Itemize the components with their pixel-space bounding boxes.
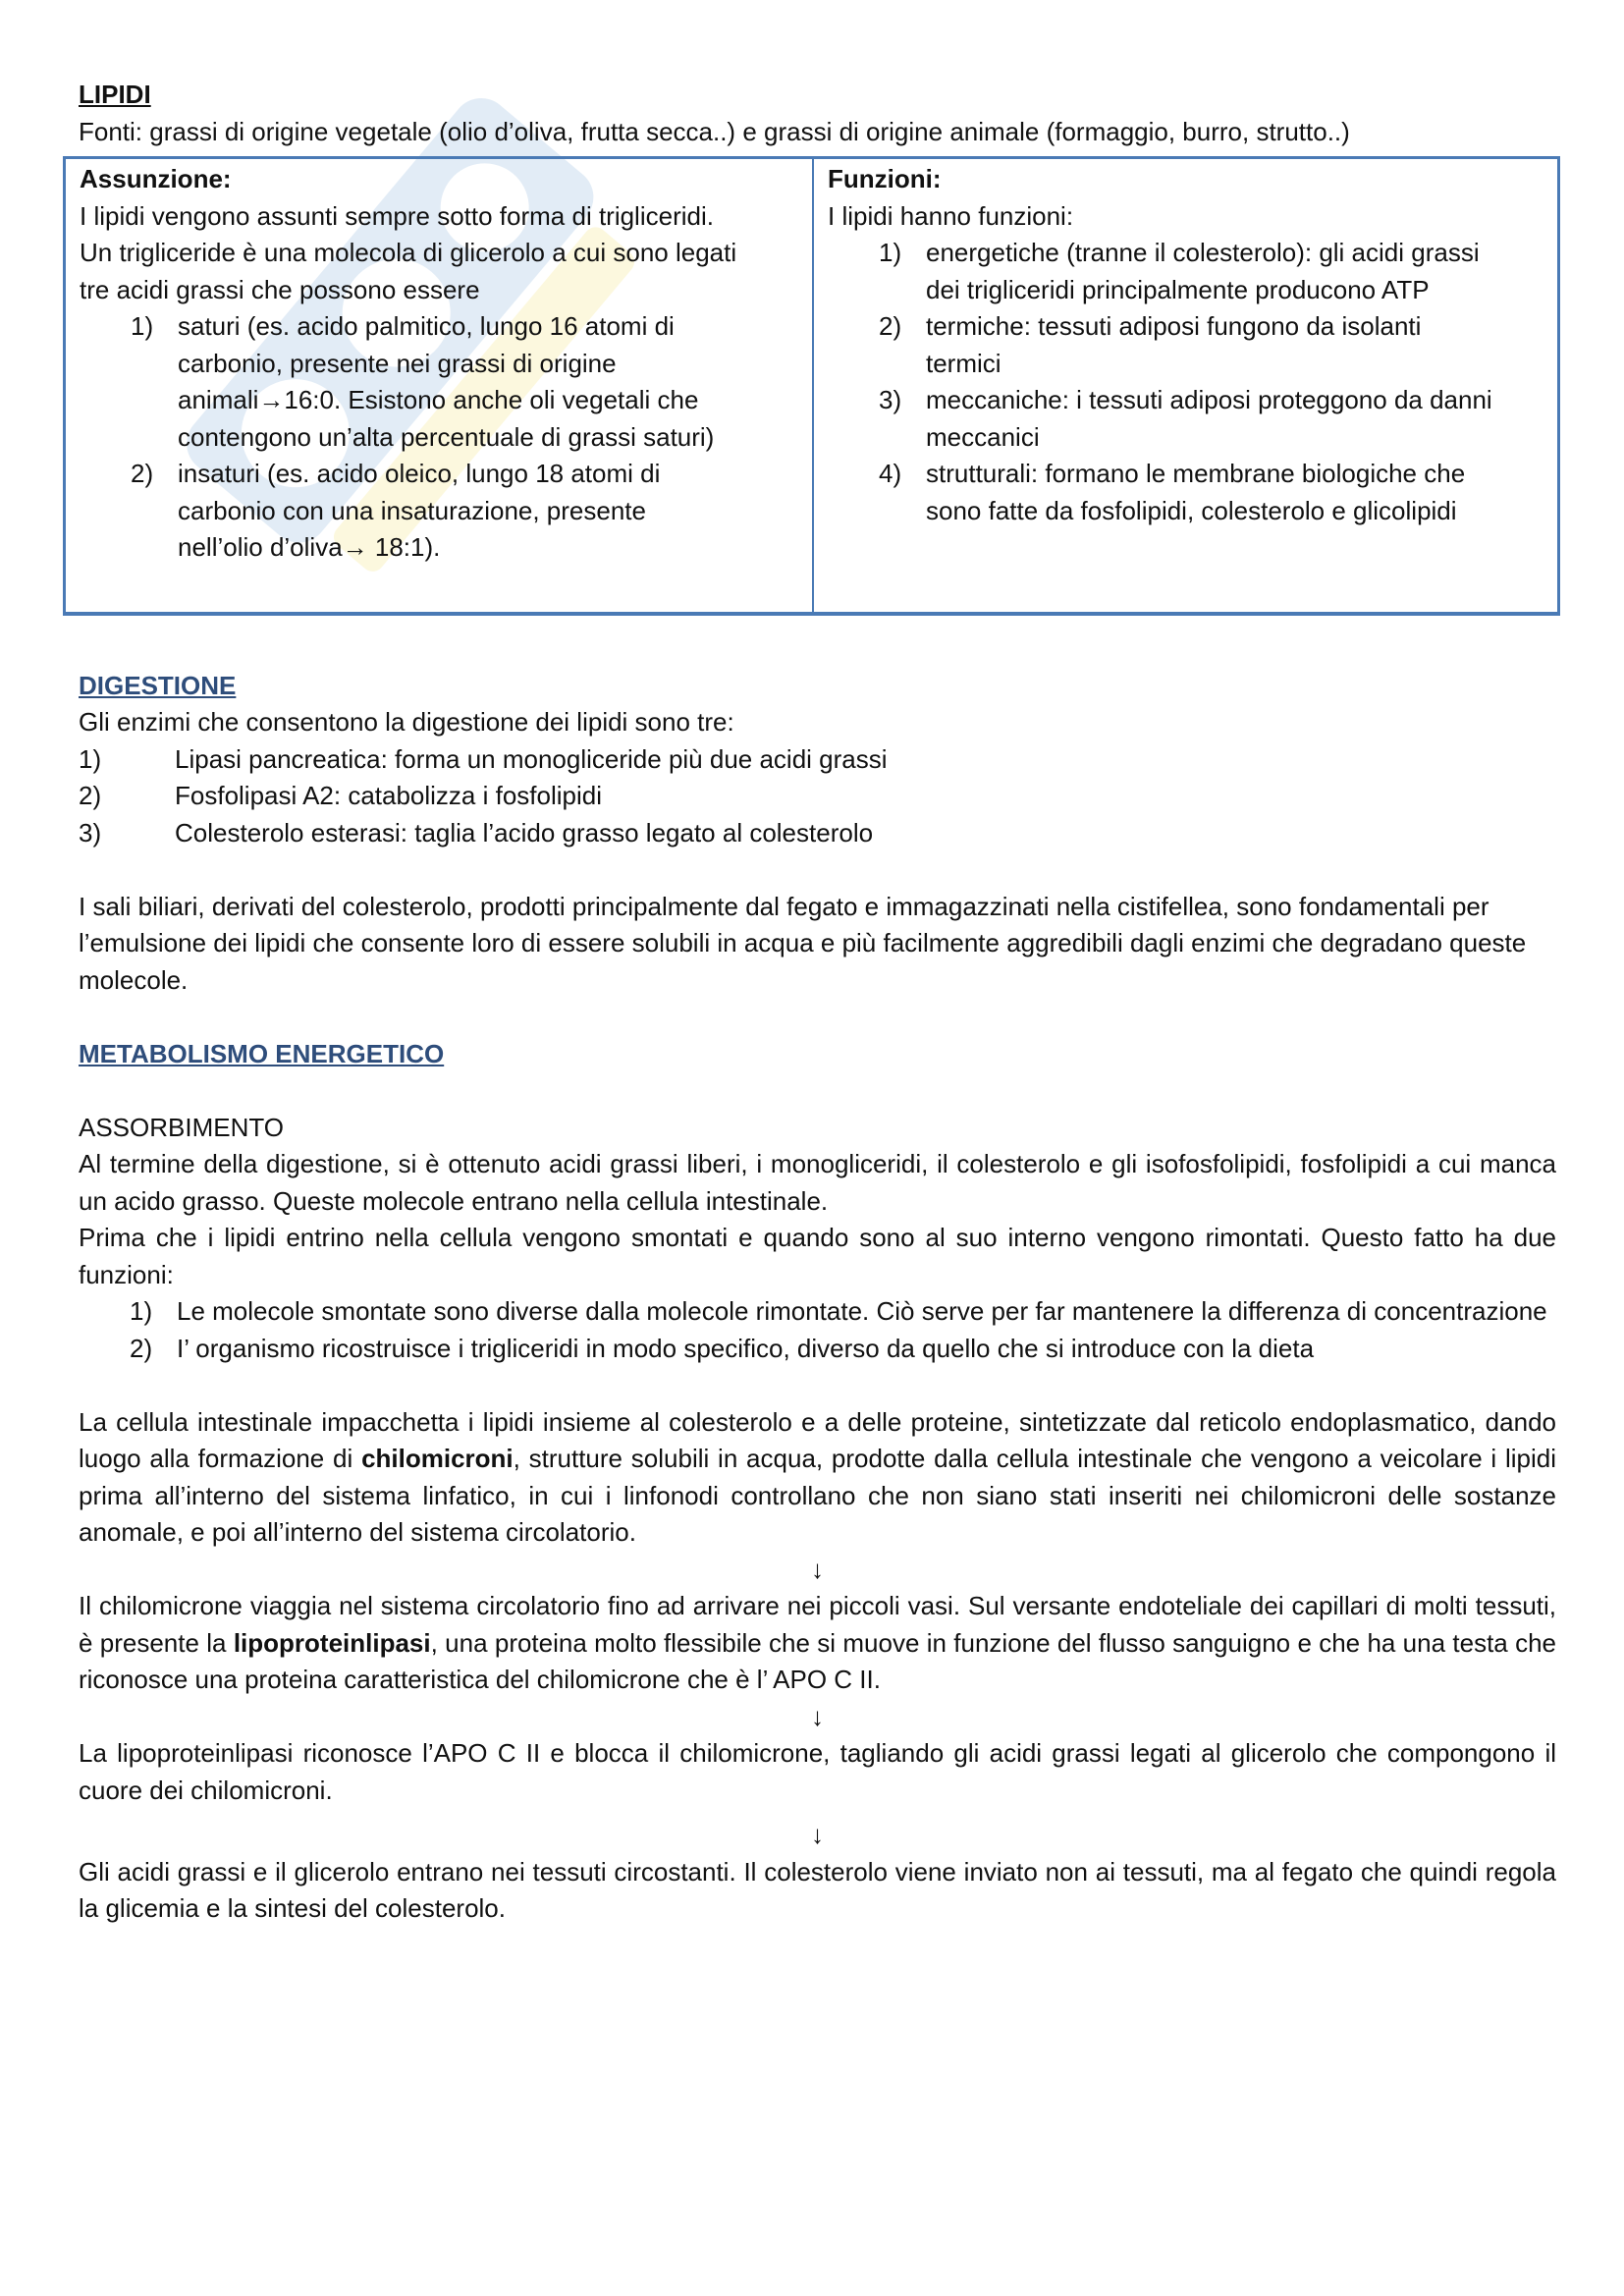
bold-term-lipoproteinlipasi: lipoproteinlipasi [233,1627,431,1658]
list-item [828,456,1545,529]
subheading-assorbimento: ASSORBIMENTO [79,1112,285,1142]
list-item [828,308,1545,382]
list-item [79,1331,1556,1368]
item-line: contengono un’alta percentuale di grassi saturi) [178,421,715,452]
down-arrow-icon: ↓ [811,1554,824,1584]
list-item [79,1293,1556,1331]
item-text: Fosfolipasi A2: catabolizza i fosfolipidi [175,781,603,810]
bold-term-chilomicroni: chilomicroni [361,1444,514,1473]
assunzione-column [66,159,814,612]
item-line: strutturali: formano le membrane biologiche che [926,459,1466,488]
assorbimento-paragraph-2: Prima che i lipidi entrino nella cellula vengono smontati e quando sono al suo interno vengono rimontati. Questo fatto ha due funzioni: [79,1223,1556,1289]
digestione-list [79,741,1556,852]
text-span: Il chilomicrone viaggia nel sistema circolatorio fino ad arrivare nei piccoli vasi. Sul versante endoteliale dei capillari di molti tessuti, è presente la [79,1591,1556,1658]
down-arrow-icon: ↓ [811,1820,824,1849]
item-number: 1) [131,311,154,341]
sali-biliari-paragraph: I sali biliari, derivati del colesterolo, prodotti principalmente dal fegato e immagazzinati nella cistifellea, sono fondamentali per l’emulsione dei lipidi che consente loro di essere solubili in acqua e più facilmente aggredibili dagli enzimi che degradano queste molecole. [79,891,1527,995]
list-item [80,456,800,567]
item-number: 1) [879,238,902,267]
list-item [79,778,1556,815]
assorbimento-paragraph-1: Al termine della digestione, si è ottenuto acidi grassi liberi, i monogliceridi, il colesterolo e gli isofosfolipidi, fosfolipidi a cui manca un acido grasso. Queste molecole entrano nella cellula intestinale. [79,1149,1556,1216]
heading-metabolismo: METABOLISMO ENERGETICO [79,1038,445,1068]
funzioni-intro: I lipidi hanno funzioni: [828,200,1074,231]
item-line: termici [926,348,1001,378]
digestione-intro: Gli enzimi che consentono la digestione dei lipidi sono tre: [79,707,734,737]
assunzione-title: Assunzione: [80,164,232,193]
item-number: 2) [879,311,902,341]
item-text: Le molecole smontate sono diverse dalla molecole rimontate. Ciò serve per far mantenere la differenza di concentrazione [177,1296,1547,1326]
item-number: 1) [130,1296,153,1326]
item-line: meccanici [926,421,1040,452]
assunzione-intro-line: tre acidi grassi che possono essere [80,274,480,304]
text-span: , una proteina molto flessibile che si muove in funzione del flusso sanguigno e che ha una testa che riconosce una proteina caratteristica del chilomicrone che è l’ APO C II. [79,1627,1556,1694]
list-item [828,382,1545,456]
item-number: 1) [79,743,102,774]
item-line: sono fatte da fosfolipidi, colesterolo e glicolipidi [926,495,1457,525]
funzioni-list [828,235,1545,529]
item-text: Lipasi pancreatica: forma un monogliceride più due acidi grassi [175,743,888,774]
item-line: meccaniche: i tessuti adiposi proteggono da danni [926,385,1492,414]
lipoproteinlipasi-paragraph [79,1588,1556,1699]
assorbimento-list [79,1293,1556,1367]
heading-digestione: DIGESTIONE [79,670,237,700]
item-line: termiche: tessuti adiposi fungono da isolanti [926,311,1422,341]
chilomicroni-paragraph [79,1404,1556,1552]
item-line: animali→16:0. Esistono anche oli vegetali che [178,385,699,414]
item-line: saturi (es. acido palmitico, lungo 16 atomi di [178,311,675,341]
text-span: La cellula intestinale impacchetta i lipidi insieme al colesterolo e a delle proteine, sintetizzate dal reticolo endoplasmatico, dando luogo alla formazione di [79,1406,1556,1473]
text-span: , strutture solubili in acqua, prodotte dalla cellula intestinale che vengono a veicolare i lipidi prima all’interno del sistema linfatico, in cui i linfonodi controllano che non siano stati inseriti nei chilomicroni delle sostanze anomale, e poi all’interno del sistema circolatorio. [79,1444,1557,1547]
item-line: energetiche (tranne il colesterolo): gli acidi grassi [926,238,1480,267]
assunzione-list [80,308,800,567]
apo-paragraph: La lipoproteinlipasi riconosce l’APO C II e blocca il chilomicrone, tagliando gli acidi grassi legati al glicerolo che compongono il cuore dei chilomicroni. [79,1738,1556,1805]
assunzione-intro-line: Un trigliceride è una molecola di glicerolo a cui sono legati [80,238,737,267]
list-item [79,741,1556,779]
assunzione-intro-line: I lipidi vengono assunti sempre sotto forma di trigliceridi. [80,200,714,231]
item-line: carbonio, presente nei grassi di origine [178,348,617,378]
list-item [828,235,1545,308]
item-number: 3) [879,385,902,414]
item-number: 2) [79,781,102,810]
item-text: Colesterolo esterasi: taglia l’acido grasso legato al colesterolo [175,817,874,847]
info-table [63,156,1560,616]
item-line: insaturi (es. acido oleico, lungo 18 atomi di [178,459,661,488]
item-line: dei trigliceridi principalmente producono ATP [926,274,1430,304]
document-page [79,77,1556,1928]
list-item [79,815,1556,852]
title-lipidi: LIPIDI [79,80,151,109]
item-line: carbonio con una insaturazione, presente [178,495,646,525]
funzioni-title: Funzioni: [828,164,942,193]
funzioni-column [814,159,1557,612]
list-item [80,308,800,456]
down-arrow-icon: ↓ [811,1701,824,1731]
item-number: 4) [879,459,902,488]
conclusione-paragraph: Gli acidi grassi e il glicerolo entrano nei tessuti circostanti. Il colesterolo viene inviato non ai tessuti, ma al fegato che quindi regola la glicemia e la sintesi del colesterolo. [79,1856,1556,1923]
item-number: 3) [79,817,102,847]
fonti-line: Fonti: grassi di origine vegetale (olio d’oliva, frutta secca..) e grassi di origine animale (formaggio, burro, strutto..) [79,116,1350,146]
item-text: I’ organismo ricostruisce i trigliceridi in modo specifico, diverso da quello che si introduce con la dieta [177,1333,1315,1363]
item-number: 2) [131,459,154,488]
item-number: 2) [130,1333,153,1363]
item-line: nell’olio d’oliva→ 18:1). [178,532,441,562]
